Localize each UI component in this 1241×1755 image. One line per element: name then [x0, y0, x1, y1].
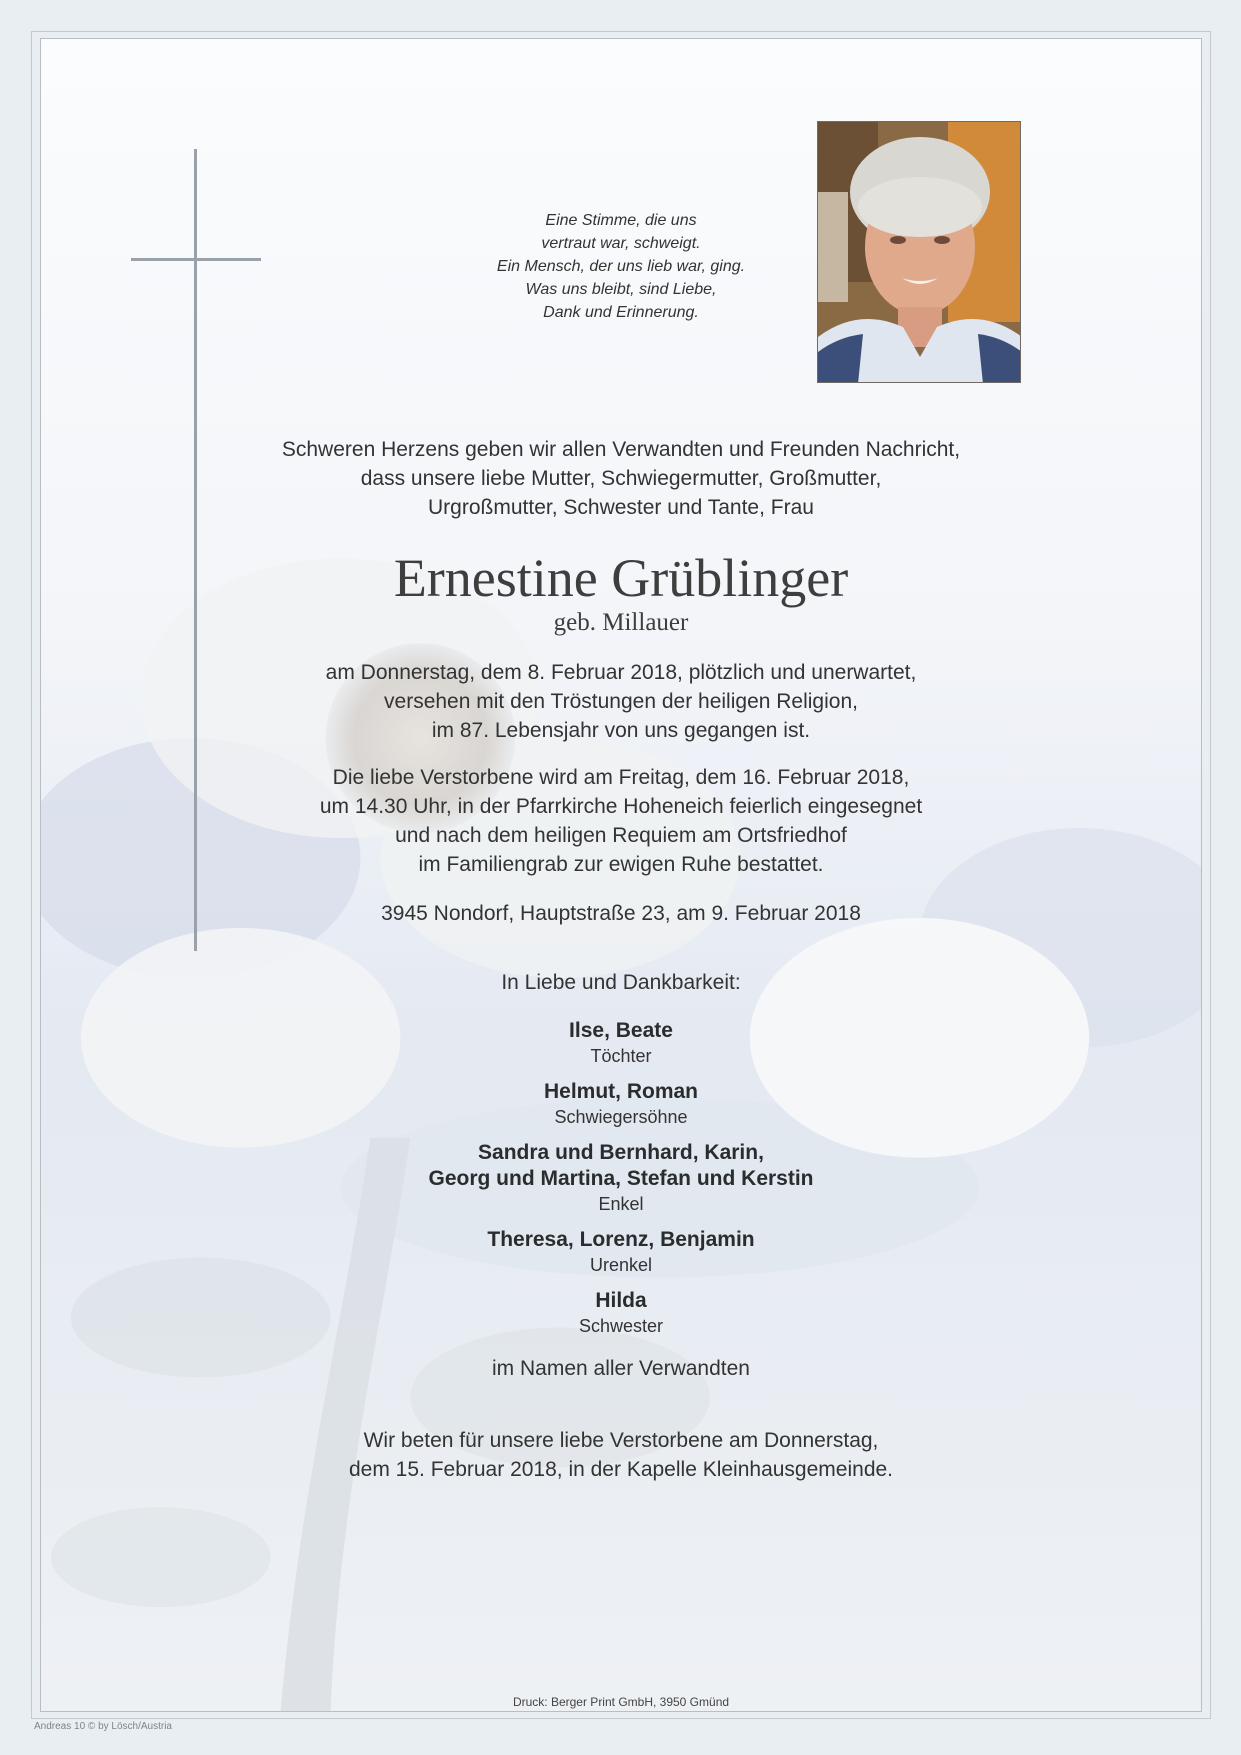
family-role: Urenkel [589, 1255, 653, 1275]
family-names: Helmut, Roman [543, 1080, 698, 1103]
death-line: im 87. Lebensjahr von uns gegangen ist. [431, 719, 811, 742]
family-names: Theresa, Lorenz, Benjamin [487, 1228, 755, 1251]
cross-horizontal-bar [131, 258, 261, 261]
poem-line: Dank und Erinnerung. [543, 304, 699, 321]
intro-line: Urgroßmutter, Schwester und Tante, Frau [428, 496, 814, 519]
poem-line: Was uns bleibt, sind Liebe, [525, 281, 717, 298]
copyright-note: Andreas 10 © by Lösch/Austria [34, 1721, 172, 1732]
family-role: Schwester [578, 1316, 664, 1336]
death-paragraph [41, 658, 1201, 745]
family-group [41, 1227, 1201, 1277]
thanks-line: In Liebe und Dankbarkeit: [501, 971, 741, 994]
portrait-photo [817, 121, 1021, 383]
intro-line: dass unsere liebe Mutter, Schwiegermutter, Großmutter, [360, 467, 882, 490]
memorial-poem [436, 209, 806, 324]
printer-credit: Druck: Berger Print GmbH, 3950 Gmünd [512, 1695, 730, 1709]
address-date-line: 3945 Nondorf, Hauptstraße 23, am 9. Februar 2018 [381, 902, 861, 925]
family-role: Schwiegersöhne [554, 1107, 688, 1127]
prayer-paragraph [41, 1426, 1201, 1484]
poem-line: vertraut war, schweigt. [541, 235, 701, 252]
obituary-card [40, 38, 1202, 1712]
family-group [41, 1288, 1201, 1338]
family-group [41, 1018, 1201, 1068]
closing-line: im Namen aller Verwandten [492, 1357, 750, 1380]
funeral-line: Die liebe Verstorbene wird am Freitag, dem 16. Februar 2018, [332, 766, 910, 789]
family-role: Töchter [590, 1046, 652, 1066]
funeral-line: und nach dem heiligen Requiem am Ortsfriedhof [395, 824, 847, 847]
funeral-line: im Familiengrab zur ewigen Ruhe bestattet. [418, 853, 824, 876]
family-group [41, 1140, 1201, 1216]
death-line: am Donnerstag, dem 8. Februar 2018, plötzlich und unerwartet, [325, 661, 917, 684]
family-names: Sandra und Bernhard, Karin, [478, 1141, 764, 1164]
poem-line: Eine Stimme, die uns [545, 212, 697, 229]
family-names: Georg und Martina, Stefan und Kerstin [428, 1167, 814, 1190]
prayer-line: dem 15. Februar 2018, in der Kapelle Kleinhausgemeinde. [348, 1458, 894, 1481]
family-group [41, 1079, 1201, 1129]
birth-name: geb. Millauer [553, 609, 689, 636]
deceased-name: Ernestine Grüblinger [393, 548, 849, 608]
family-list [41, 1018, 1201, 1338]
intro-paragraph [41, 435, 1201, 522]
intro-line: Schweren Herzens geben wir allen Verwandten und Freunden Nachricht, [281, 438, 961, 461]
funeral-line: um 14.30 Uhr, in der Pfarrkirche Hoheneich feierlich eingesegnet [319, 795, 923, 818]
portrait-image [818, 122, 1021, 383]
announcement-body [41, 435, 1201, 1484]
family-names: Hilda [595, 1289, 647, 1312]
funeral-paragraph [41, 763, 1201, 879]
family-names: Ilse, Beate [569, 1019, 673, 1042]
prayer-line: Wir beten für unsere liebe Verstorbene am Donnerstag, [363, 1429, 879, 1452]
poem-line: Ein Mensch, der uns lieb war, ging. [496, 258, 746, 275]
family-role: Enkel [598, 1194, 644, 1214]
death-line: versehen mit den Tröstungen der heiligen Religion, [384, 690, 858, 713]
